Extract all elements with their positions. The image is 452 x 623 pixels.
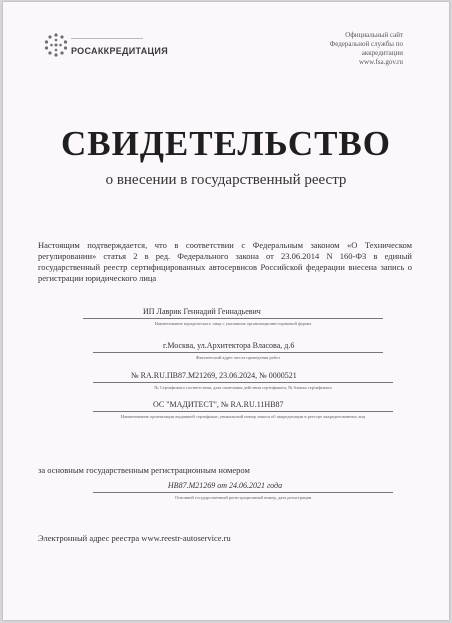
intro-paragraph: Настоящим подтверждается, что в соответствии с Федеральным законом «О Техническом регулировании» статья 2 в ред. Федерального закона от 23.06.2014 N 160-ФЗ в единый государственный реестр сертифицированных автосервисов Российской федерации внесена запись о регистрации юридического лица (38, 240, 412, 283)
logo-emblem-icon (43, 32, 69, 58)
work-address-caption: Фактический адрес места проведения работ (195, 355, 281, 360)
registration-label: за основным государственным регистрационным номером (38, 465, 250, 475)
work-address: г.Москва, ул.Архитектора Власова, д.6 (163, 341, 295, 350)
registration-number: НВ87.M21269 от 24.06.2021 года (167, 481, 283, 490)
company-name: ИП Лаврик Геннадий Геннадьевич (143, 307, 261, 316)
official-line: Федеральной службы по (329, 40, 403, 48)
issuing-organization-caption: Наименование организации выдавшей сертификат, уникальный номер записи об аккредитации в реестре аккредитованных лиц (120, 414, 366, 419)
official-line: Официальный сайт (345, 31, 403, 39)
registration-caption: Основной государственный регистрационный номер, дата регистрации (174, 495, 312, 500)
certificate-number-caption: № Сертификата соответствия, дата окончания действия сертификата, № бланка сертификата (154, 385, 332, 390)
official-line: аккредитации (361, 49, 403, 57)
company-name-caption: Наименование юридического лица с указанием организационно-правовой формы (154, 321, 312, 326)
registry-address: Электронный адрес реестра www.reestr-autoservice.ru (38, 533, 231, 543)
certificate-title: СВИДЕТЕЛЬСТВО (60, 124, 392, 163)
logo-text: РОСАККРЕДИТАЦИЯ (71, 46, 168, 56)
work-address-line (93, 352, 383, 353)
issuing-organization-line (93, 411, 393, 412)
issuing-organization: ОС "МАДИТЕСТ", № RA.RU.11НВ87 (153, 400, 284, 409)
registration-line (93, 492, 393, 493)
certificate-number-line (93, 382, 393, 383)
company-name-line (83, 318, 383, 319)
official-site-note (293, 31, 403, 67)
certificate-number: № RA.RU.ПВ87.M21269, 23.06.2024, № 0000521 (131, 371, 297, 380)
official-site-link[interactable]: www.fsa.gov.ru (359, 58, 403, 66)
logo-underline (71, 38, 143, 39)
rosaccreditation-logo (43, 32, 168, 66)
certificate-subtitle: о внесении в государственный реестр (105, 172, 347, 188)
certificate-sheet (3, 2, 449, 620)
